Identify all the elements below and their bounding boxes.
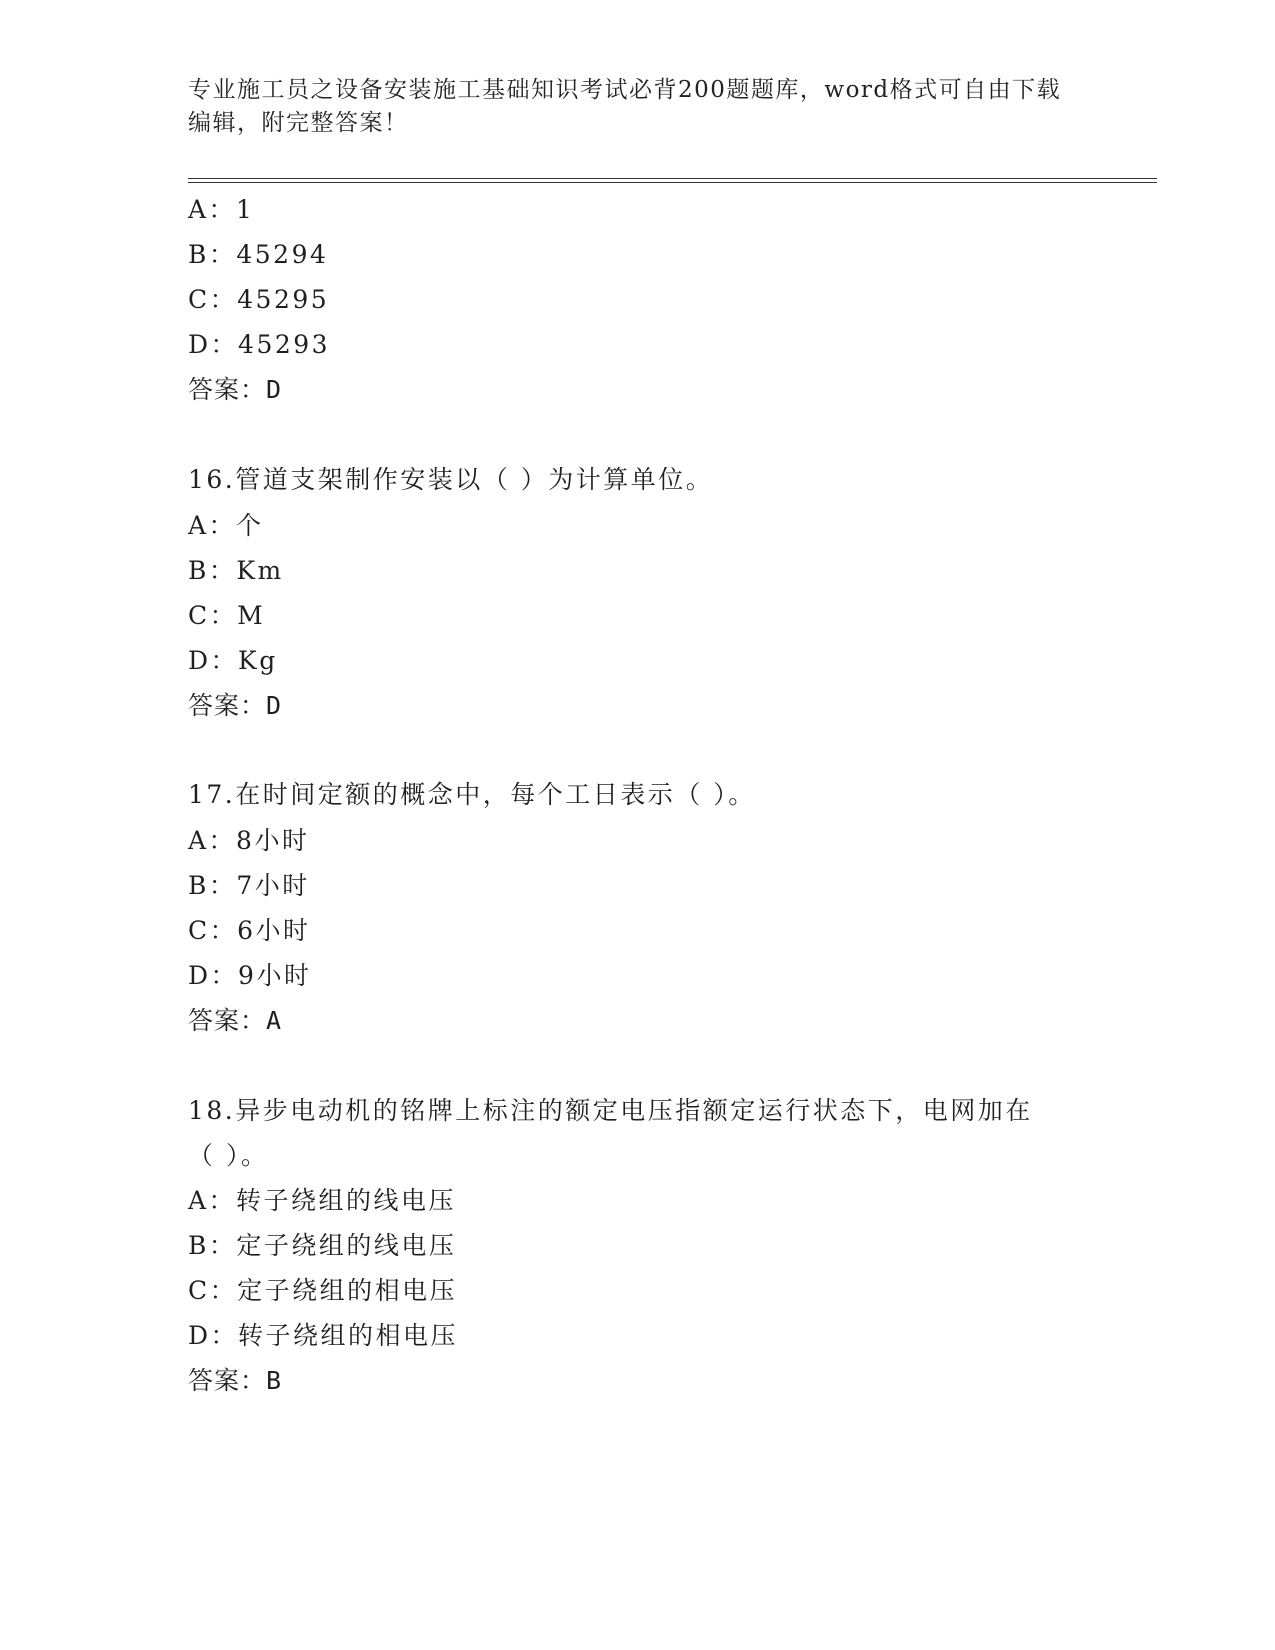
document-header (188, 74, 1068, 140)
question-17-stem: 17.在时间定额的概念中，每个工日表示（ ）。 (188, 780, 756, 809)
option-c: C：定子绕组的相电压 (188, 1276, 458, 1305)
option-d: D：转子绕组的相电压 (188, 1321, 459, 1350)
answer-label: 答案： (188, 1366, 267, 1395)
answer-label: 答案： (188, 691, 267, 720)
question-18-stem-cont: （ ）。 (188, 1141, 269, 1170)
option-b: B：45294 (188, 240, 329, 269)
answer-line (188, 374, 282, 406)
answer-line (188, 690, 282, 722)
question-18-stem: 18.异步电动机的铭牌上标注的额定电压指额定运行状态下，电网加在 (188, 1096, 1033, 1125)
option-b: B：定子绕组的线电压 (188, 1231, 457, 1260)
option-b: B：7小时 (188, 871, 310, 900)
answer-value: B (266, 1366, 283, 1395)
option-a: A：1 (188, 195, 255, 224)
option-a: A：8小时 (188, 826, 310, 855)
question-16-stem: 16.管道支架制作安装以（ ）为计算单位。 (188, 465, 714, 494)
answer-line (188, 1365, 282, 1397)
option-c: C：45295 (188, 285, 330, 314)
option-d: D：Kg (188, 646, 278, 675)
option-a: A：转子绕组的线电压 (188, 1186, 457, 1215)
answer-label: 答案： (188, 375, 267, 404)
answer-value: D (266, 375, 283, 404)
header-rule-bottom (188, 182, 1157, 183)
option-b: B：Km (188, 556, 284, 585)
header-rule-top (188, 178, 1157, 179)
header-line-2: 编辑，附完整答案！ (188, 110, 409, 136)
option-c: C：6小时 (188, 916, 311, 945)
answer-label: 答案： (188, 1006, 267, 1035)
option-d: D：45293 (188, 330, 331, 359)
answer-line (188, 1005, 282, 1037)
option-c: C：M (188, 601, 266, 630)
option-a: A：个 (188, 511, 264, 540)
answer-value: A (266, 1006, 283, 1035)
option-d: D：9小时 (188, 961, 312, 990)
header-line-1: 专业施工员之设备安装施工基础知识考试必背200题题库，word格式可自由下载 (188, 77, 1062, 103)
answer-value: D (266, 691, 283, 720)
